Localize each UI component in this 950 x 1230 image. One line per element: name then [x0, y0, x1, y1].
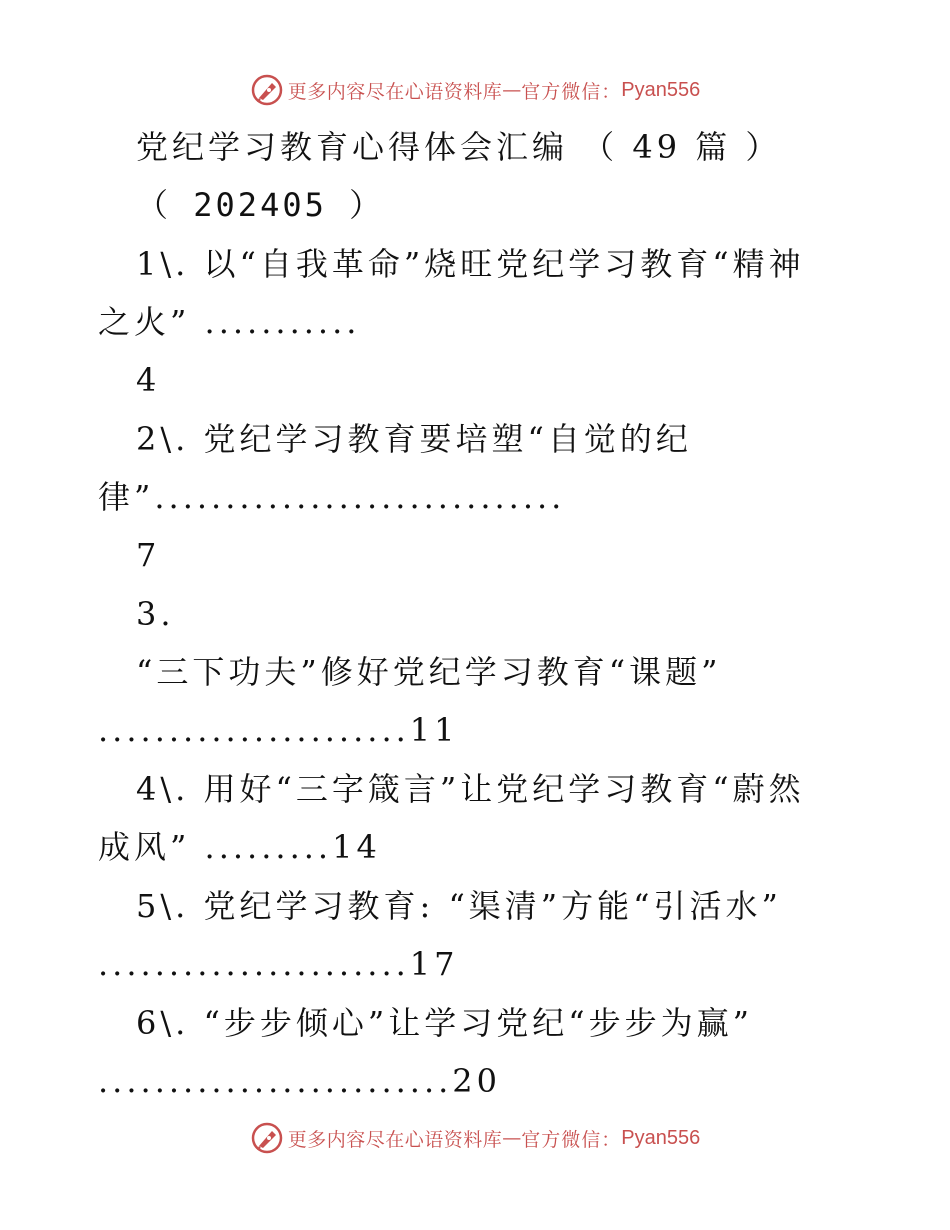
toc-entry-5-line1[interactable]: 5\. 党纪学习教育: “渠清”方能“引活水”: [136, 887, 782, 925]
toc-entry-4-line1[interactable]: 4\. 用好“三字箴言”让党纪学习教育“蔚然: [136, 770, 805, 808]
document-date: （ 202405 ）: [136, 186, 385, 224]
banner-subtitle: 官方微信：: [521, 80, 622, 103]
banner-brand: 更多内容尽在心语资料库: [287, 80, 503, 103]
toc-entry-2-page[interactable]: 7: [136, 536, 161, 574]
toc-entry-2-line2[interactable]: 律”.............................: [98, 478, 566, 516]
toc-entry-6-line1[interactable]: 6\. “步步倾心”让学习党纪“步步为赢”: [136, 1004, 753, 1042]
footer-banner: [0, 1118, 950, 1158]
toc-entry-3-line2[interactable]: “三下功夫”修好党纪学习教育“课题”: [136, 653, 722, 691]
banner-separator: —: [502, 79, 522, 101]
banner-account: Pyan556: [621, 78, 701, 101]
toc-entry-4-line2[interactable]: 成风” .........14: [98, 828, 381, 866]
toc-entry-5-line2[interactable]: ......................17: [98, 945, 459, 983]
toc-entry-1-line2[interactable]: 之火” ...........: [98, 303, 361, 341]
banner-subtitle: 官方微信：: [521, 1128, 622, 1151]
toc-entry-1-line1[interactable]: 1\. 以“自我革命”烧旺党纪学习教育“精神: [136, 245, 805, 283]
pen-logo-icon: [250, 73, 284, 107]
banner-account: Pyan556: [621, 1126, 701, 1149]
banner-separator: —: [502, 1127, 522, 1149]
toc-entry-6-line2[interactable]: .........................20: [98, 1062, 502, 1100]
toc-entry-1-page[interactable]: 4: [136, 361, 161, 399]
document-title: 党纪学习教育心得体会汇编 （ 49 篇 ）: [136, 128, 782, 166]
toc-entry-2-line1[interactable]: 2\. 党纪学习教育要培塑“自觉的纪: [136, 420, 692, 458]
toc-entry-3-line1[interactable]: 3.: [136, 595, 175, 633]
toc-entry-3-line3[interactable]: ......................11: [98, 711, 459, 749]
banner-brand: 更多内容尽在心语资料库: [287, 1128, 503, 1151]
pen-logo-icon: [250, 1121, 284, 1155]
header-banner: [0, 70, 950, 110]
